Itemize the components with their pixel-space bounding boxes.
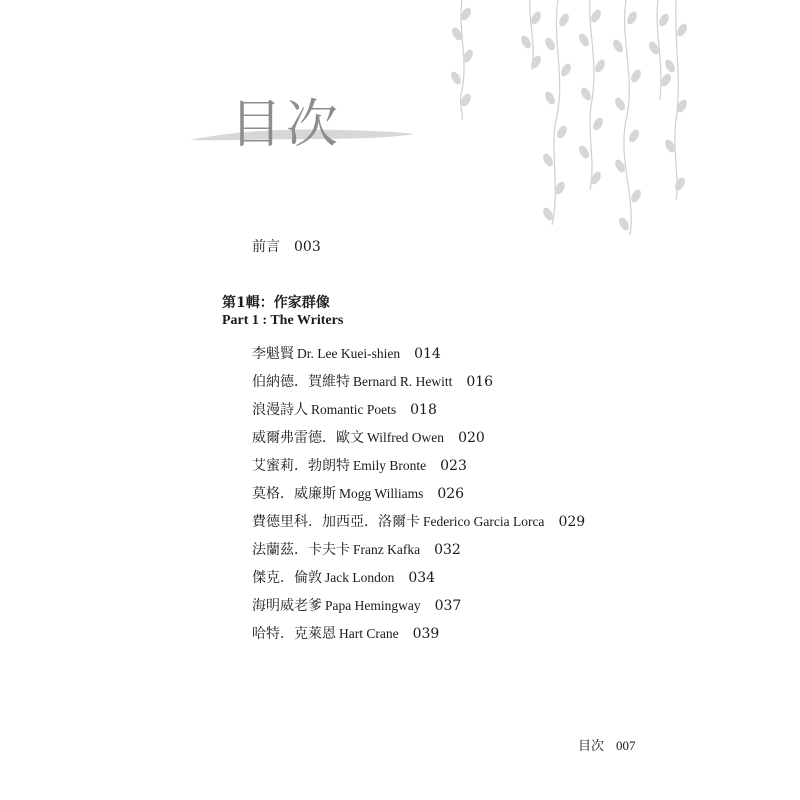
preface-label: 前言: [252, 239, 280, 255]
preface-page-number: 003: [294, 239, 321, 255]
toc-entry: [252, 596, 585, 624]
toc-entry: [252, 540, 585, 568]
entry-page-number: 014: [414, 346, 441, 362]
entry-title-zh: 伯納德．賀維特: [252, 374, 350, 390]
entry-page-number: 029: [558, 514, 586, 530]
entry-title-en: Emily Bronte: [353, 458, 427, 473]
footer-section-label: 目次: [578, 739, 605, 754]
hanging-vines-illustration: [440, 0, 700, 240]
page-title: 目次: [230, 95, 343, 155]
entry-page-number: 016: [466, 374, 494, 390]
footer-page-number: 007: [616, 738, 636, 753]
toc-entry: [252, 484, 585, 512]
entry-page-number: 020: [458, 430, 485, 446]
entry-title-zh: 李魁賢: [252, 346, 294, 362]
entry-page-number: 039: [412, 626, 440, 642]
toc-entry: [252, 512, 585, 540]
entry-title-en: Franz Kafka: [353, 542, 421, 557]
entry-title-zh: 莫格．威廉斯: [252, 486, 336, 502]
toc-entry: [252, 372, 585, 400]
toc-entry: [252, 456, 585, 484]
entry-title-en: Papa Hemingway: [325, 598, 421, 613]
entry-title-en: Wilfred Owen: [367, 430, 445, 445]
toc-entry: [252, 624, 585, 652]
toc-list: [252, 344, 585, 652]
toc-entry: [252, 428, 585, 456]
toc-heading-block: [190, 70, 420, 160]
entry-page-number: 026: [437, 486, 465, 502]
entry-title-en: Jack London: [325, 570, 395, 585]
toc-entry: [252, 344, 585, 372]
entry-title-en: Romantic Poets: [311, 402, 397, 417]
entry-title-zh: 浪漫詩人: [252, 402, 308, 418]
entry-page-number: 018: [410, 402, 437, 418]
entry-title-en: Bernard R. Hewitt: [353, 374, 453, 389]
entry-title-en: Federico Garcia Lorca: [423, 514, 545, 529]
toc-entry: [252, 568, 585, 596]
page-footer: [578, 735, 636, 754]
entry-title-zh: 威爾弗雷德．歐文: [252, 430, 364, 446]
part-title-english: Part 1 : The Writers: [222, 313, 344, 328]
entry-title-zh: 法蘭茲．卡夫卡: [252, 542, 350, 558]
part-title-chinese: 第1輯：作家群像: [222, 295, 330, 311]
entry-page-number: 032: [434, 542, 461, 558]
entry-title-en: Hart Crane: [339, 626, 399, 641]
entry-page-number: 037: [434, 598, 462, 614]
entry-page-number: 023: [440, 458, 467, 474]
entry-title-zh: 哈特．克萊恩: [252, 626, 336, 642]
entry-title-zh: 海明威老爹: [252, 598, 322, 614]
toc-entry: [252, 400, 585, 428]
entry-title-en: Dr. Lee Kuei-shien: [297, 346, 401, 361]
entry-title-zh: 費德里科．加西亞．洛爾卡: [252, 514, 420, 530]
entry-title-zh: 艾蜜莉．勃朗特: [252, 458, 350, 474]
entry-title-zh: 傑克．倫敦: [252, 570, 322, 586]
entry-page-number: 034: [408, 570, 436, 586]
entry-title-en: Mogg Williams: [339, 486, 424, 501]
preface-entry: [252, 236, 321, 256]
